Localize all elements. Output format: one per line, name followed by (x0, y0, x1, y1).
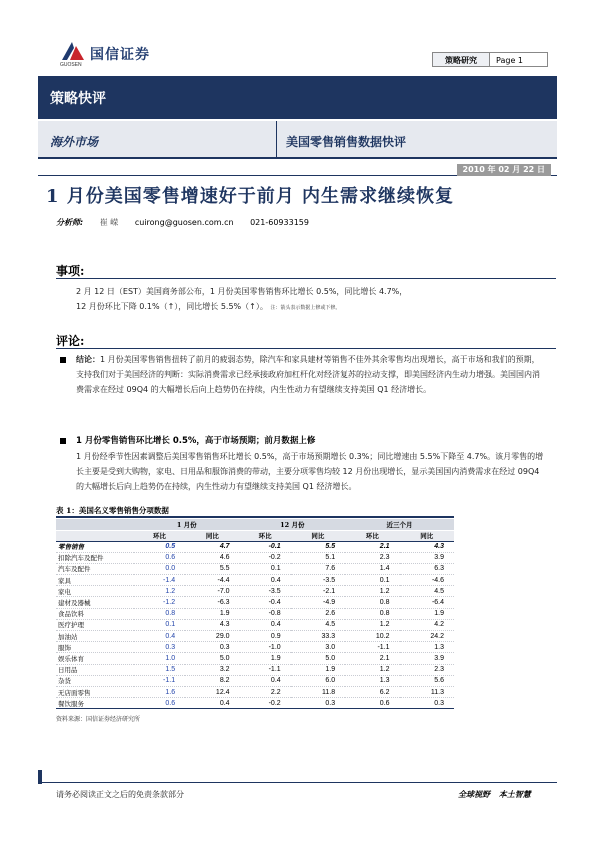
table-cell: 1.4 (345, 563, 399, 574)
analyst-line (56, 217, 323, 228)
table-cell: 1.0 (134, 653, 185, 664)
row-label: 服饰 (56, 642, 134, 653)
table-cell: 0.3 (291, 698, 345, 709)
sub-header: 环比 (345, 530, 399, 541)
table-cell: -0.4 (240, 597, 291, 608)
sub-header: 同比 (400, 530, 454, 541)
table-cell: 7.6 (291, 563, 345, 574)
table-cell: 0.1 (134, 619, 185, 630)
table-cell: -4.4 (185, 575, 239, 586)
table-cell: 0.8 (134, 608, 185, 619)
table-cell: 4.6 (185, 552, 239, 563)
table-cell: 1.2 (345, 664, 399, 675)
table-group-header (56, 519, 454, 530)
footer-disclaimer: 请务必阅读正文之后的免责条款部分 (56, 790, 184, 799)
table-cell: 2.3 (400, 664, 454, 675)
row-label: 食品饮料 (56, 608, 134, 619)
event-line-1: 2 月 12 日（EST）美国商务部公布，1 月份美国零售销售环比增长 0.5%，同比增长 4.7%， (76, 287, 408, 296)
table-cell: 6.3 (400, 563, 454, 574)
row-label: 餐饮服务 (56, 698, 134, 709)
table-cell: 1.2 (345, 619, 399, 630)
table-cell: -2.1 (291, 586, 345, 597)
page-title: 1 月份美国零售增速好于前月 内生需求继续恢复 (46, 186, 455, 207)
table-cell: 0.6 (345, 698, 399, 709)
banner-divider (276, 121, 277, 159)
table-cell: 4.5 (291, 619, 345, 630)
table-cell: 0.4 (185, 698, 239, 709)
row-label: 娱乐体育 (56, 653, 134, 664)
table-cell: 1.9 (400, 608, 454, 619)
group-header: 近三个月 (345, 519, 454, 530)
table-cell: 0.3 (134, 642, 185, 653)
table-cell: -6.3 (185, 597, 239, 608)
table-row (56, 608, 454, 619)
table-row (56, 686, 454, 697)
conclusion-text: 1 月份美国零售销售扭转了前月的疲弱态势，除汽车和家具建材等销售不佳外其余零售均出现增长，高于市场和我们的预期，支持我们对于美国经济的判断：实际消费需求已经承接政府加杠杆化对经济复苏的拉动支撑，即美国经济内生动力增强。美国国内消费需求在经过 09Q4 的大幅增长后向上趋势仍在持续，内生性动力有望继续支持美国 Q1 经济增长。 (76, 355, 540, 394)
table-cell: -4.9 (291, 597, 345, 608)
table-cell: 12.4 (185, 686, 239, 697)
table-cell: 2.6 (291, 608, 345, 619)
row-label: 家电 (56, 586, 134, 597)
table-cell: -4.6 (400, 575, 454, 586)
table-cell: 2.2 (240, 686, 291, 697)
footer-rule (38, 782, 557, 783)
table-cell: -6.4 (400, 597, 454, 608)
conclusion-label: 结论： (76, 355, 100, 364)
row-label: 零售销售 (56, 541, 134, 552)
table-cell: 2.1 (345, 541, 399, 552)
table-cell: -7.0 (185, 586, 239, 597)
table-cell: 2.1 (345, 653, 399, 664)
guosen-logo-icon (60, 40, 86, 62)
table-cell: 1.3 (400, 642, 454, 653)
brand-name: 国信证券 (90, 47, 150, 63)
table-bottom-rule (56, 708, 454, 709)
table-cell: 0.1 (240, 563, 291, 574)
table-cell: 5.0 (291, 653, 345, 664)
table-cell: 6.0 (291, 675, 345, 686)
table-row (56, 541, 454, 552)
report-date: 2010 年 02 月 22 日 (457, 164, 551, 176)
table-cell: 3.9 (400, 653, 454, 664)
table-cell: 0.4 (240, 619, 291, 630)
row-label: 日用品 (56, 664, 134, 675)
sub-header: 同比 (185, 530, 239, 541)
table-cell: 2.3 (345, 552, 399, 563)
table-cell: 3.9 (400, 552, 454, 563)
table-cell: 8.2 (185, 675, 239, 686)
table-cell: 1.9 (185, 608, 239, 619)
table-cell: -1.2 (134, 597, 185, 608)
table-cell: 5.0 (185, 653, 239, 664)
row-label: 建材及器械 (56, 597, 134, 608)
table-cell: 5.5 (291, 541, 345, 552)
footer-slogan: 全球视野 本土智慧 (458, 789, 531, 799)
table-row (56, 597, 454, 608)
event-line-2-main: 12 月份环比下降 0.1%（↑），同比增长 5.5%（↑）。 (76, 302, 268, 311)
page-number: Page 1 (490, 52, 548, 67)
row-label: 医疗护理 (56, 619, 134, 630)
sub-paragraph: 1 月份经季节性因素调整后美国零售销售环比增长 0.5%，高于市场预期增长 0.3%；同比增速由 5.5%下降至 4.7%。该月零售的增长主要是受到大购物，家电、日用品和服饰消费的带动，主要分项零售均较 12 月份出现增长，显示美国国内消费需求在经过 09Q4 的大幅增长后向上趋势仍在持续，内生性动力有望继续支持美国 Q1 经济增长。 (76, 452, 544, 491)
row-label: 无店面零售 (56, 686, 134, 697)
table-cell: 4.3 (185, 619, 239, 630)
event-paragraph (76, 284, 546, 316)
report-type-label: 策略研究 (432, 52, 490, 67)
table-cell: 4.2 (400, 619, 454, 630)
table-cell: 0.1 (345, 575, 399, 586)
report-name: 美国零售销售数据快评 (286, 135, 407, 149)
table-cell: 4.5 (400, 586, 454, 597)
table-cell: 0.4 (240, 675, 291, 686)
bullet-icon (60, 357, 66, 363)
table-cell: -1.1 (345, 642, 399, 653)
table-cell: 3.0 (291, 642, 345, 653)
table-cell: -1.1 (134, 675, 185, 686)
table-row (56, 586, 454, 597)
event-heading: 事项: (56, 264, 85, 278)
table-corner (56, 530, 134, 541)
row-label: 汽车及配件 (56, 563, 134, 574)
table-row (56, 575, 454, 586)
table-cell: 1.6 (134, 686, 185, 697)
table-row (56, 631, 454, 642)
row-label: 扣除汽车及配件 (56, 552, 134, 563)
category-banner (38, 76, 557, 119)
bullet-icon (60, 438, 66, 444)
row-label: 杂货 (56, 675, 134, 686)
table-cell: 0.9 (240, 631, 291, 642)
table-cell: 3.2 (185, 664, 239, 675)
sub-header: 环比 (134, 530, 185, 541)
sub-heading: 1 月份零售销售环比增长 0.5%，高于市场预期；前月数据上修 (76, 436, 316, 446)
date-bar (38, 164, 557, 176)
row-label: 家具 (56, 575, 134, 586)
table-cell: 1.9 (240, 653, 291, 664)
table-cell: 1.2 (345, 586, 399, 597)
table-caption: 表 1：美国名义零售销售分项数据 (56, 505, 454, 518)
table-cell: 11.8 (291, 686, 345, 697)
table-cell: 1.3 (345, 675, 399, 686)
table-row (56, 675, 454, 686)
category-title: 策略快评 (50, 91, 106, 107)
table-cell: 0.4 (134, 631, 185, 642)
event-line-2 (76, 299, 546, 316)
table-source: 资料来源：国信证券经济研究所 (56, 716, 141, 723)
sub-header: 环比 (240, 530, 291, 541)
table-cell: 0.6 (134, 552, 185, 563)
table-row (56, 642, 454, 653)
analyst-phone: 021-60933159 (250, 218, 309, 227)
sub-header: 同比 (291, 530, 345, 541)
table-corner (56, 519, 134, 530)
table-cell: 5.1 (291, 552, 345, 563)
table-sub-header (56, 530, 454, 541)
table-cell: 0.5 (134, 541, 185, 552)
company-logo (60, 40, 170, 70)
comment-rule (56, 348, 556, 349)
table-cell: 0.8 (345, 608, 399, 619)
table-cell: -1.4 (134, 575, 185, 586)
analyst-email: cuirong@guosen.com.cn (134, 218, 234, 227)
group-header: 12 月份 (240, 519, 346, 530)
table-row (56, 552, 454, 563)
table-cell: 11.3 (400, 686, 454, 697)
table-cell: -1.1 (240, 664, 291, 675)
table-cell: 6.2 (345, 686, 399, 697)
table-row (56, 563, 454, 574)
table-cell: 5.5 (185, 563, 239, 574)
table-cell: 5.6 (400, 675, 454, 686)
analyst-name: 崔 嵘 (99, 218, 119, 227)
conclusion-paragraph (76, 352, 546, 397)
table-cell: 4.3 (400, 541, 454, 552)
event-rule (56, 278, 556, 279)
table-row (56, 653, 454, 664)
table-cell: 1.9 (291, 664, 345, 675)
table-cell: -0.2 (240, 552, 291, 563)
sector-banner (38, 121, 557, 159)
table-cell: -0.8 (240, 608, 291, 619)
event-note: 注：箭头表示数据上修或下修。 (270, 305, 341, 311)
table-cell: -3.5 (240, 586, 291, 597)
analyst-label: 分析师: (56, 218, 84, 227)
table-cell: -0.2 (240, 698, 291, 709)
table-cell: 0.4 (240, 575, 291, 586)
row-label: 加油站 (56, 631, 134, 642)
brand-sub: GUOSEN (60, 62, 82, 68)
table-cell: 29.0 (185, 631, 239, 642)
table-cell: 0.6 (134, 698, 185, 709)
table-cell: -1.0 (240, 642, 291, 653)
group-header: 1 月份 (134, 519, 240, 530)
table-cell: 0.3 (185, 642, 239, 653)
table-cell: 24.2 (400, 631, 454, 642)
table-cell: 0.8 (345, 597, 399, 608)
comment-heading: 评论: (56, 334, 85, 348)
table-cell: 4.7 (185, 541, 239, 552)
table-cell: 0.0 (134, 563, 185, 574)
table-row (56, 619, 454, 630)
retail-sales-table (56, 519, 454, 709)
table-cell: -3.5 (291, 575, 345, 586)
table-cell: 0.3 (400, 698, 454, 709)
table-cell: 33.3 (291, 631, 345, 642)
table-row (56, 664, 454, 675)
table-cell: 1.5 (134, 664, 185, 675)
table-cell: 10.2 (345, 631, 399, 642)
table-cell: -0.1 (240, 541, 291, 552)
table-cell: 1.2 (134, 586, 185, 597)
sector-title: 海外市场 (50, 135, 99, 149)
